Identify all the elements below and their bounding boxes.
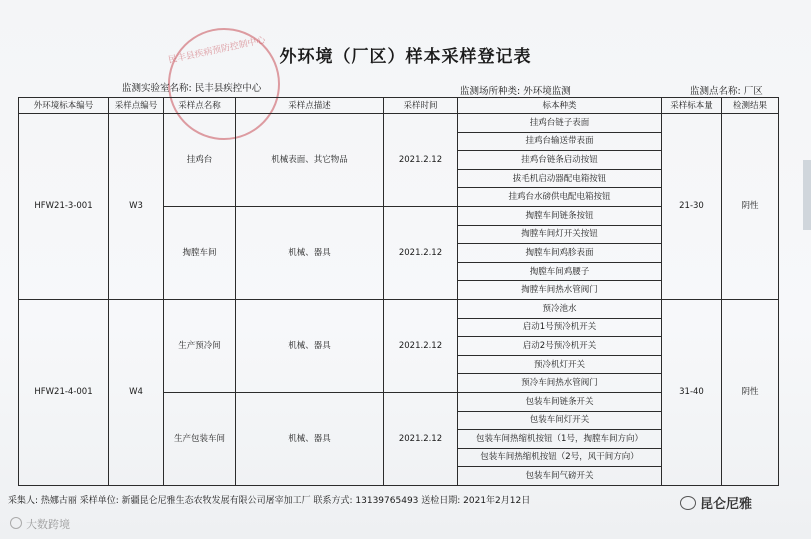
table-row [19, 114, 779, 133]
header-cell: 采样点编号 [109, 98, 164, 114]
seal-text: 民丰县疾病预防控制中心 [167, 35, 267, 66]
wechat-icon [680, 496, 696, 510]
sample-type-cell: 掏膛车间鸡胗表面 [458, 244, 662, 263]
site-name: 监测点名称: 厂区 [690, 86, 763, 97]
sample-type-cell: 预冷机灯开关 [458, 355, 662, 374]
table-header-row [19, 98, 779, 114]
sample-time-cell: 2021.2.12 [384, 206, 458, 299]
header-cell: 采样时间 [384, 98, 458, 114]
point-desc-cell: 机械、器具 [236, 206, 384, 299]
point-name-cell: 掏膛车间 [164, 206, 236, 299]
sample-type-cell: 启动1号预冷机开关 [458, 318, 662, 337]
sample-type-cell: 掏膛车间热水管阀门 [458, 281, 662, 300]
site-type: 监测场所种类: 外环境监测 [460, 86, 571, 97]
watermark [10, 516, 70, 532]
sample-type-cell: 包装车间灯开关 [458, 411, 662, 430]
sample-amount-cell: 31-40 [662, 299, 722, 485]
sample-time-cell: 2021.2.12 [384, 114, 458, 207]
sample-type-cell: 启动2号预冷机开关 [458, 337, 662, 356]
document-title: 外环境（厂区）样本采样登记表 [279, 47, 532, 67]
point-number-cell: W3 [109, 114, 164, 300]
point-name-cell: 生产包装车间 [164, 392, 236, 485]
sample-type-cell: 挂鸡台链条启动按钮 [458, 151, 662, 170]
test-result-cell: 阴性 [722, 114, 779, 300]
point-desc-cell: 机械表面、其它物品 [236, 114, 384, 207]
brand-badge [680, 493, 752, 512]
sample-type-cell: 预冷池水 [458, 299, 662, 318]
sample-type-cell: 掏膛车间鸡腰子 [458, 262, 662, 281]
point-name-cell: 生产预冷间 [164, 299, 236, 392]
watermark-text: 大数跨境 [26, 518, 70, 531]
sample-type-cell: 挂鸡台链子表面 [458, 114, 662, 133]
sample-type-cell: 包装车间热缩机按钮（2号，风干间方向） [458, 448, 662, 467]
sample-type-cell: 包装车间气磅开关 [458, 467, 662, 486]
point-desc-cell: 机械、器具 [236, 392, 384, 485]
sampling-table [18, 97, 779, 486]
header-cell: 标本种类 [458, 98, 662, 114]
footer-info: 采集人: 热娜古丽 采样单位: 新疆昆仑尼雅生态农牧发展有限公司屠宰加工厂 联系方式: 13139765493 送检日期: 2021年2月12日 [8, 496, 531, 506]
sample-type-cell: 掏膛车间链条按钮 [458, 206, 662, 225]
header-cell: 采样标本量 [662, 98, 722, 114]
sample-type-cell: 掏膛车间灯开关按钮 [458, 225, 662, 244]
table-row [19, 299, 779, 318]
sample-type-cell: 挂鸡台水磅供电配电箱按钮 [458, 188, 662, 207]
binder-clip [803, 160, 811, 230]
point-desc-cell: 机械、器具 [236, 299, 384, 392]
header-cell: 外环境标本编号 [19, 98, 109, 114]
header-cell: 检测结果 [722, 98, 779, 114]
watermark-logo-icon [10, 517, 22, 529]
sample-time-cell: 2021.2.12 [384, 392, 458, 485]
header-cell: 采样点名称 [164, 98, 236, 114]
sample-number-cell: HFW21-4-001 [19, 299, 109, 485]
lab-name: 监测实验室名称: 民丰县疾控中心 [122, 83, 262, 94]
sample-type-cell: 拔毛机启动器配电箱按钮 [458, 169, 662, 188]
brand-name: 昆仑尼雅 [700, 497, 753, 512]
test-result-cell: 阴性 [722, 299, 779, 485]
sample-type-cell: 预冷车间热水管阀门 [458, 374, 662, 393]
sample-number-cell: HFW21-3-001 [19, 114, 109, 300]
sample-type-cell: 包装车间热缩机按钮（1号，掏膛车间方向） [458, 430, 662, 449]
header-cell: 采样点描述 [236, 98, 384, 114]
point-number-cell: W4 [109, 299, 164, 485]
sample-type-cell: 挂鸡台输送带表面 [458, 132, 662, 151]
sample-time-cell: 2021.2.12 [384, 299, 458, 392]
point-name-cell: 挂鸡台 [164, 114, 236, 207]
sample-type-cell: 包装车间链条开关 [458, 392, 662, 411]
sample-amount-cell: 21-30 [662, 114, 722, 300]
